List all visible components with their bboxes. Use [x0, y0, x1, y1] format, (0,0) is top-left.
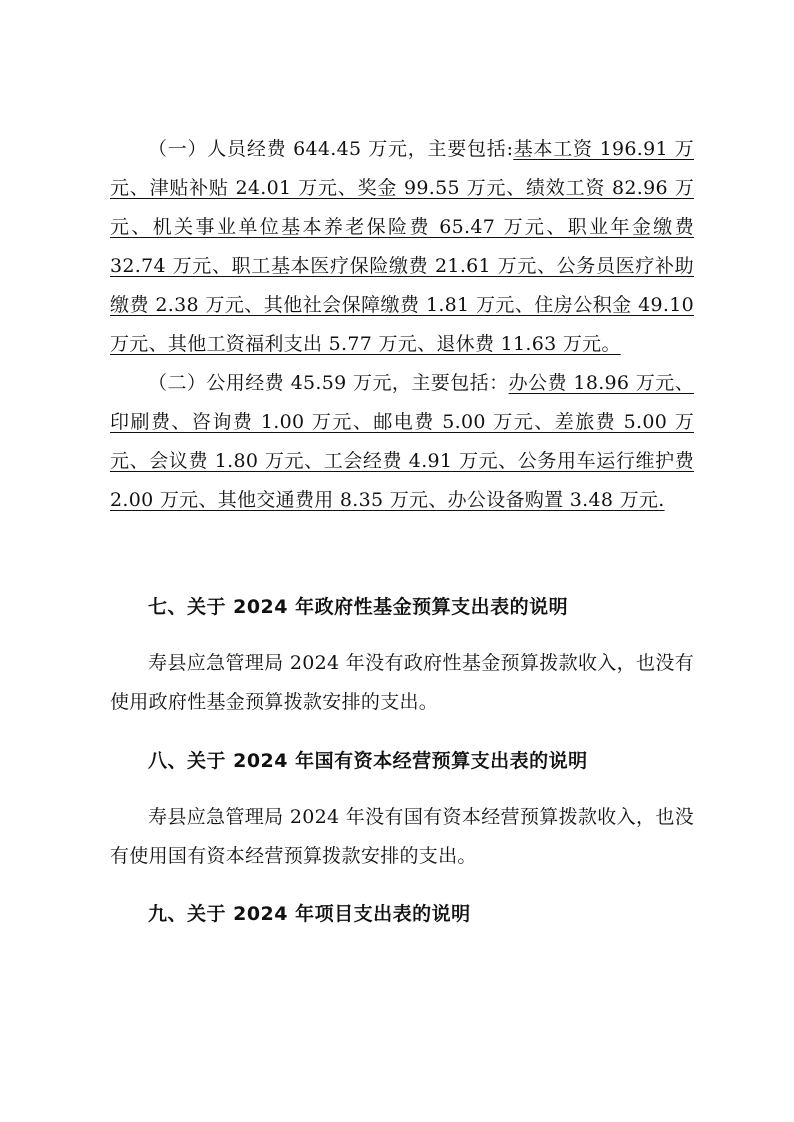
public-expense-intro: （二）公用经费 45.59 万元，主要包括： — [148, 372, 509, 394]
public-expense-details: 办公费 18.96 万元、印刷费、咨询费 1.00 万元、邮电费 5.00 万元、差旅费 5.00 万元、会议费 1.80 万元、工会经费 4.91 万元、公务用车运行维护费 2.00 万元、其他交通费用 8.35 万元、办公设备购置 3.48 万元. — [110, 372, 695, 511]
personnel-expense-intro: （一）人员经费 644.45 万元，主要包括: — [148, 138, 514, 160]
section-9-heading: 九、关于 2024 年项目支出表的说明 — [148, 903, 471, 925]
personnel-expense-paragraph — [110, 130, 694, 364]
section-7-body: 寿县应急管理局 2024 年没有政府性基金预算拨款收入，也没有使用政府性基金预算拨款安排的支出。 — [110, 652, 694, 713]
section-8-heading: 八、关于 2024 年国有资本经营预算支出表的说明 — [148, 750, 588, 772]
public-expense-paragraph — [110, 364, 694, 520]
section-8-body: 寿县应急管理局 2024 年没有国有资本经营预算拨款收入，也没有使用国有资本经营预算拨款安排的支出。 — [110, 806, 694, 867]
personnel-expense-details: 基本工资 196.91 万元、津贴补贴 24.01 万元、奖金 99.55 万元、绩效工资 82.96 万元、机关事业单位基本养老保险费 65.47 万元、职业年金缴费 32.74 万元、职工基本医疗保险缴费 21.61 万元、公务员医疗补助缴费 2.38 万元、其他社会保障缴费 1.81 万元、住房公积金 49.10 万元、其他工资福利支出 5.77 万元、退休费 11.63 万元。 — [110, 138, 694, 355]
section-7-heading: 七、关于 2024 年政府性基金预算支出表的说明 — [148, 596, 569, 618]
